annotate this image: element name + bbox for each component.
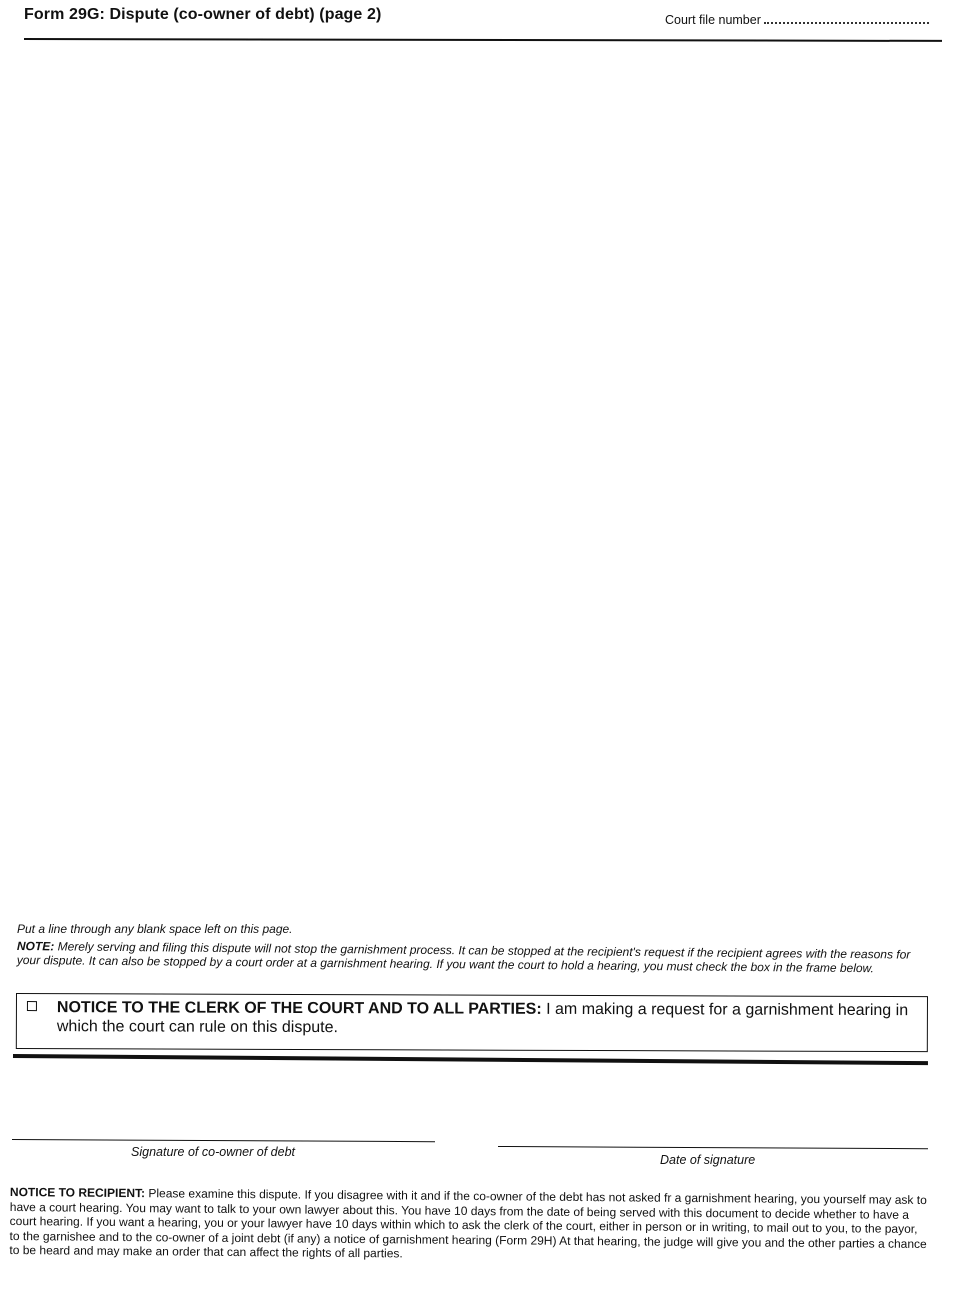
section-divider: [13, 1054, 928, 1065]
form-title: Form 29G: Dispute (co-owner of debt) (page 2): [24, 6, 382, 23]
date-caption: Date of signature: [660, 1153, 756, 1167]
blank-space-instruction: Put a line through any blank space left on this page.: [17, 922, 293, 936]
court-file-number-label: Court file number: [665, 13, 761, 27]
note-text: Merely serving and filing this dispute will not stop the garnishment process. It can be stopped at the recipient's request if the recipient agrees with the reasons for your dispute. It can also be stopped by a court order at a garnishment hearing. If you want the court to hold a hearing, you must check the box in the frame below.: [16, 939, 911, 976]
date-line[interactable]: [498, 1146, 928, 1149]
signature-caption: Signature of co-owner of debt: [131, 1145, 295, 1159]
court-file-number: [665, 13, 929, 27]
note-label: NOTE:: [16, 939, 55, 954]
hearing-request-heading: NOTICE TO THE CLERK OF THE COURT AND TO ALL PARTIES:: [56, 999, 542, 1018]
recipient-notice: [9, 1185, 928, 1266]
hearing-request-text: [57, 998, 922, 1039]
hearing-request-checkbox[interactable]: [27, 1001, 37, 1011]
hearing-request-box: [16, 993, 928, 1052]
recipient-notice-text: Please examine this dispute. If you disagree with it and if the co-owner of the debt has not asked fr a garnishment hearing, you yourself may ask to have a court hearing. You may want to talk to your own lawyer about this. You have 10 days from the date of being served with this document to decide whether to have a court hearing. If you want a hearing, you or your lawyer have 10 days within which to ask the clerk of the court, either in person or in writing, to mail out to you, to the payor, to the garnishee and to the co-owner of a joint debt (if any) a notice of garnishment hearing (Form 29H) At that hearing, the judge will give you and the other parties a chance to be heard and may make an order that can affect the rights of all parties.: [9, 1186, 927, 1261]
court-file-number-field[interactable]: [764, 13, 929, 24]
dispute-blank-area[interactable]: [24, 48, 932, 908]
recipient-notice-label: NOTICE TO RECIPIENT:: [9, 1185, 146, 1201]
hearing-request-body: I am making a request for a garnishment hearing in which the court can rule on this dispute.: [56, 1000, 909, 1037]
note-paragraph: [17, 939, 933, 976]
header-divider: [24, 38, 942, 42]
signature-line[interactable]: [12, 1139, 435, 1142]
